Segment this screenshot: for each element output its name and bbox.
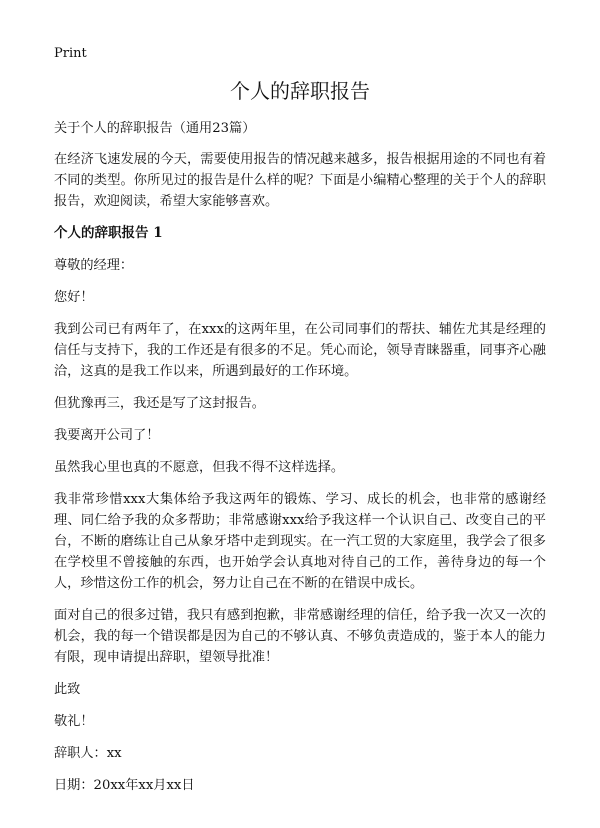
document-body xyxy=(54,118,546,807)
greeting: 您好！ xyxy=(54,290,94,305)
print-link[interactable]: Print xyxy=(54,46,87,61)
intro-paragraph: 在经济飞速发展的今天，需要使用报告的情况越来越多，报告根据用途的不同也有着不同的类型。你所见过的报告是什么样的呢？下面是小编精心整理的关于个人的辞职报告，欢迎阅读，希望大家能够喜欢。 xyxy=(54,152,546,209)
body-paragraph: 但犹豫再三，我还是写了这封报告。 xyxy=(54,396,265,411)
body-paragraph: 虽然我心里也真的不愿意，但我不得不这样选择。 xyxy=(54,460,345,475)
body-paragraph: 我非常珍惜xxx大集体给予我这两年的锻炼、学习、成长的机会，也非常的感谢经理、同仁给予我的众多帮助；非常感谢xxx给予我这样一个认识自己、改变自己的平台，不断的磨练让自己从象牙塔中走到现实。在一汽工贸的大家庭里，我学会了很多在学校里不曾接触的东西，也开始学会认真地对待自己的工作，善待身边的每一个人，珍惜这份工作的机会，努力让自己在不断的在错误中成长。 xyxy=(54,492,546,591)
body-paragraph: 面对自己的很多过错，我只有感到抱歉，非常感谢经理的信任，给予我一次又一次的机会，我的每一个错误都是因为自己的不够认真、不够负责造成的，鉴于本人的能力有限，现申请提出辞职，望领导批准！ xyxy=(54,608,546,665)
signature-line: 辞职人：xx xyxy=(54,746,122,761)
subtitle: 关于个人的辞职报告（通用23篇） xyxy=(54,121,256,136)
date-line: 日期：20xx年xx月xx日 xyxy=(54,778,195,793)
body-paragraph: 我要离开公司了！ xyxy=(54,428,160,443)
salutation: 尊敬的经理： xyxy=(54,258,134,273)
section-heading: 个人的辞职报告 1 xyxy=(54,225,163,241)
body-paragraph: 我到公司已有两年了，在xxx的这两年里，在公司同事们的帮扶、辅佐尤其是经理的信任与支持下，我的工作还是有很多的不足。凭心而论，领导青睐器重，同事齐心融洽，这真的是我工作以来，所遇到最好的工作环境。 xyxy=(54,322,546,379)
page-title: 个人的辞职报告 xyxy=(230,79,370,103)
closing-line: 敬礼！ xyxy=(54,714,94,729)
closing-line: 此致 xyxy=(54,682,81,697)
